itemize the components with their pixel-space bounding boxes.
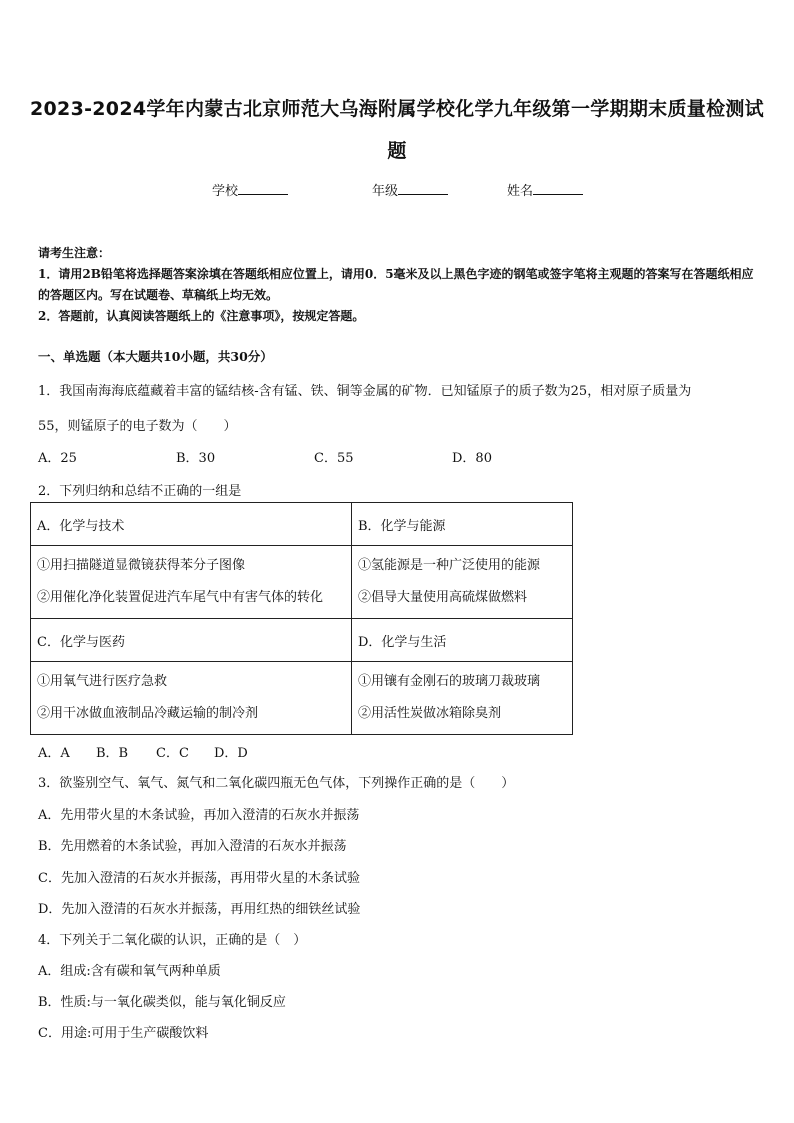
table-cell-a-head: A．化学与技术 (31, 503, 352, 546)
q1-option-c[interactable]: C．55 (314, 451, 354, 466)
grade-blank[interactable] (398, 182, 448, 195)
table-cell-d-body (352, 662, 573, 735)
q1-stem-line2: 55，则锰原子的电子数为（ ） (38, 419, 237, 434)
q2-table (30, 502, 573, 735)
table-cell-c-head: C．化学与医药 (31, 619, 352, 662)
table-a-item-2: ②用催化净化装置促进汽车尾气中有害气体的转化 (37, 590, 324, 605)
title-line-1: 2023-2024学年内蒙古北京师范大乌海附属学校化学九年级第一学期期末质量检测试 (30, 98, 764, 120)
exam-title (20, 88, 774, 172)
q2-stem: 2．下列归纳和总结不正确的一组是 (38, 484, 242, 499)
table-cell-c-body (31, 662, 352, 735)
notice-item-2: 2．答题前，认真阅读答题纸上的《注意事项》，按规定答题。 (38, 309, 365, 323)
school-blank[interactable] (238, 182, 288, 195)
table-cell-a-body (31, 546, 352, 619)
table-cell-b-head: B．化学与能源 (352, 503, 573, 546)
school-field (212, 180, 288, 199)
table-cell-b-body (352, 546, 573, 619)
table-d-item-1: ①用镶有金刚石的玻璃刀裁玻璃 (358, 674, 541, 689)
table-b-item-2: ②倡导大量使用高硫煤做燃料 (358, 590, 528, 605)
name-label: 姓名 (507, 184, 534, 199)
name-blank[interactable] (533, 182, 583, 195)
table-b-item-1: ①氢能源是一种广泛使用的能源 (358, 558, 541, 573)
q3-stem: 3．欲鉴别空气、氧气、氮气和二氧化碳四瓶无色气体，下列操作正确的是（ ） (38, 776, 515, 791)
grade-label: 年级 (372, 184, 399, 199)
notice-item-1: 1．请用2B铅笔将选择题答案涂填在答题纸相应位置上，请用0．5毫米及以上黑色字迹的钢笔或签字笔将主观题的答案写在答题纸相应的答题区内。写在试题卷、草稿纸上均无效。 (38, 267, 754, 302)
table-c-item-1: ①用氧气进行医疗急救 (37, 674, 168, 689)
q1-option-d[interactable]: D．80 (452, 451, 492, 466)
section-heading: 一、单选题（本大题共10小题，共30分） (38, 349, 273, 364)
q3-option-d[interactable]: D．先加入澄清的石灰水并振荡，再用红热的细铁丝试验 (38, 902, 361, 917)
q1-stem-line1: 1．我国南海海底蕴藏着丰富的锰结核-含有锰、铁、铜等金属的矿物．已知锰原子的质子数为25，相对原子质量为 (38, 384, 692, 399)
q2-option-a[interactable]: A．A (38, 746, 70, 761)
table-d-item-2: ②用活性炭做冰箱除臭剂 (358, 706, 502, 721)
q3-option-a[interactable]: A．先用带火星的木条试验，再加入澄清的石灰水并振荡 (38, 808, 360, 823)
notice-heading: 请考生注意： (38, 246, 111, 260)
table-cell-d-head: D．化学与生活 (352, 619, 573, 662)
q3-option-c[interactable]: C．先加入澄清的石灰水并振荡，再用带火星的木条试验 (38, 871, 360, 886)
q4-option-b[interactable]: B．性质:与一氧化碳类似，能与氧化铜反应 (38, 995, 286, 1010)
q4-option-c[interactable]: C．用途:可用于生产碳酸饮料 (38, 1026, 209, 1041)
school-label: 学校 (212, 184, 239, 199)
q2-option-d[interactable]: D．D (214, 746, 248, 761)
q3-option-b[interactable]: B．先用燃着的木条试验，再加入澄清的石灰水并振荡 (38, 839, 347, 854)
table-a-item-1: ①用扫描隧道显微镜获得苯分子图像 (37, 558, 246, 573)
title-line-2: 题 (387, 140, 407, 162)
q2-option-b[interactable]: B．B (96, 746, 129, 761)
q1-option-b[interactable]: B．30 (176, 451, 216, 466)
grade-field (372, 180, 448, 199)
q1-option-a[interactable]: A．25 (38, 451, 77, 466)
q2-option-c[interactable]: C．C (156, 746, 189, 761)
q4-stem: 4．下列关于二氧化碳的认识，正确的是（ ） (38, 933, 307, 948)
q4-option-a[interactable]: A．组成:含有碳和氧气两种单质 (38, 964, 221, 979)
notice-block (38, 243, 760, 327)
name-field (507, 180, 583, 199)
table-c-item-2: ②用干冰做血液制品冷藏运输的制冷剂 (37, 706, 259, 721)
